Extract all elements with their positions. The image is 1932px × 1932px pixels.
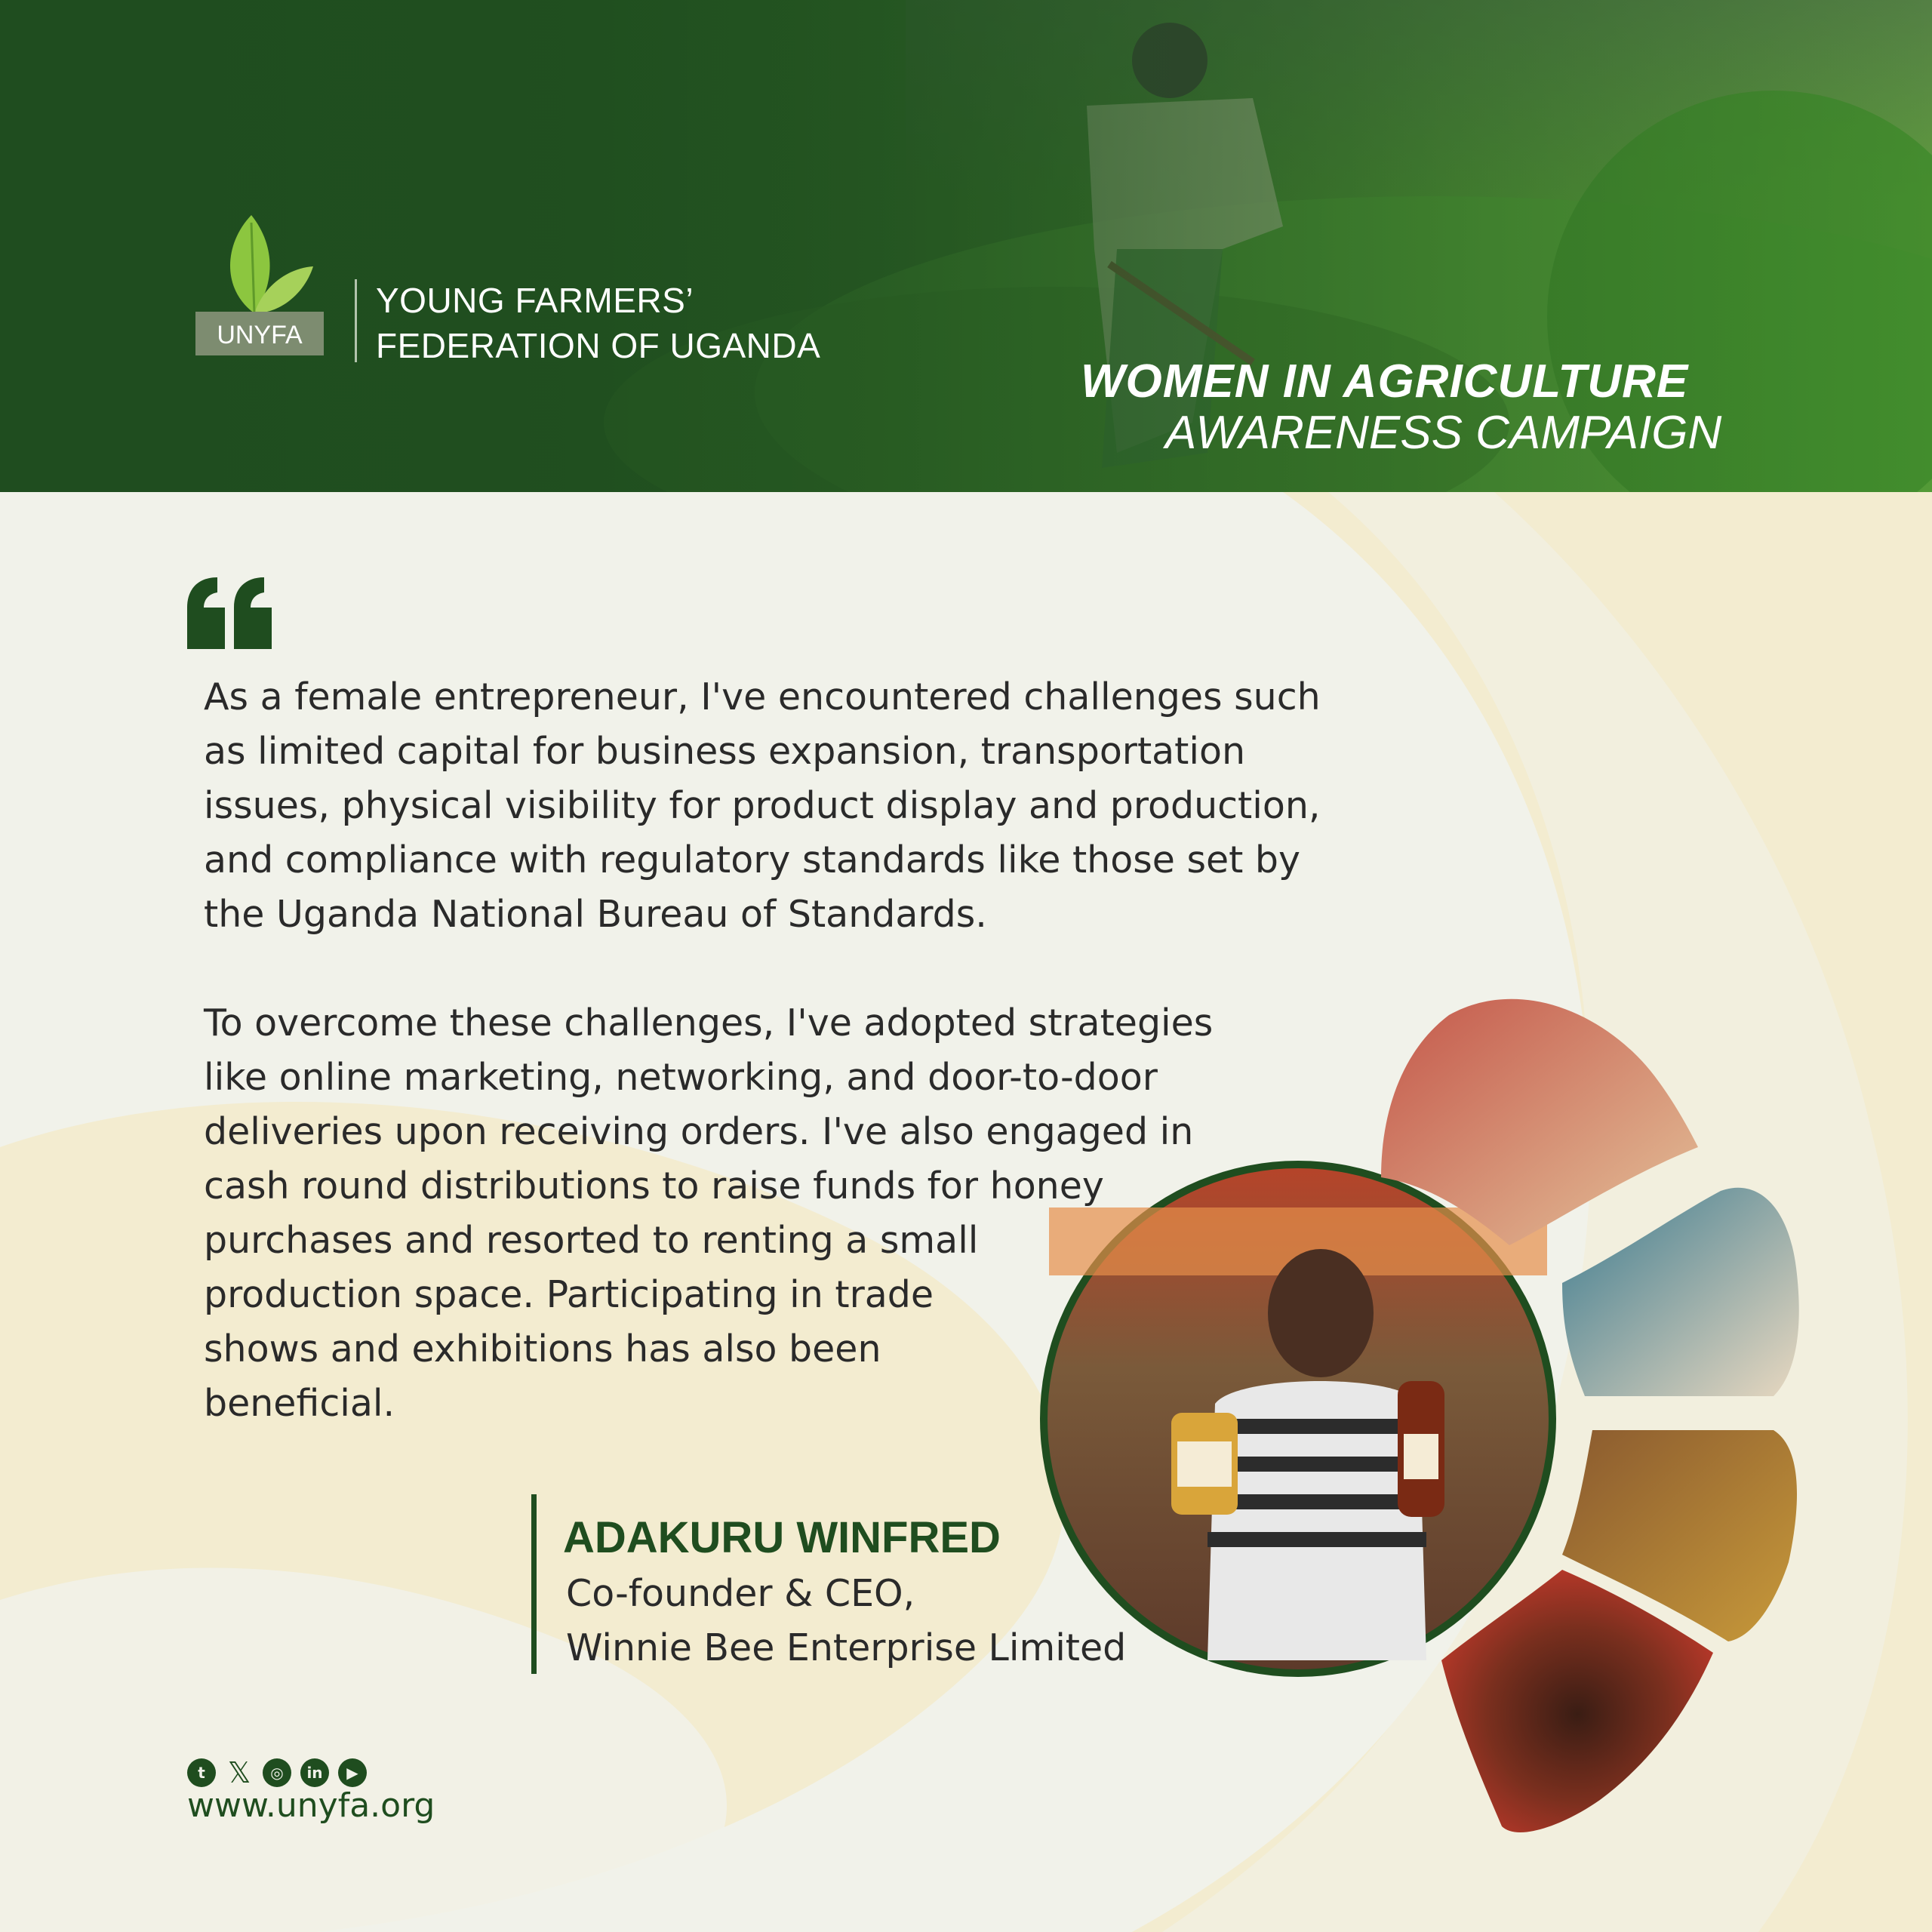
photo-collage <box>1034 996 1811 1841</box>
x-icon[interactable]: 𝕏 <box>227 1756 251 1789</box>
youtube-icon[interactable]: ▶ <box>338 1758 367 1787</box>
author-role: Co-founder & CEO, Winnie Bee Enterprise Limited <box>566 1572 1127 1669</box>
testimonial-quote: As a female entrepreneur, I've encountered challenges such as limited capital for business expansion, transportation issues, physical visibility for product display and production, and compliance with regulatory standards like those set by the Uganda National Bureau of Standards. To overcome these challenges, I've adopted strategies like online marketing, networking, and door-to-door deliveries upon receiving orders. I've also engaged in cash round distributions to raise funds for honey purchases and resorted to renting a small production space. Participating in trade shows and exhibitions has also been beneficial. <box>204 675 1321 1425</box>
svg-text:UNYFA: UNYFA <box>217 321 303 349</box>
website-link[interactable]: www.unyfa.org <box>187 1786 435 1825</box>
header-banner <box>0 0 1932 492</box>
campaign-subtitle: AWARENESS CAMPAIGN <box>1165 407 1722 459</box>
unyfa-logo <box>192 200 328 366</box>
social-links <box>187 1758 367 1787</box>
instagram-icon[interactable]: ◎ <box>263 1758 291 1787</box>
quote-mark-icon <box>187 577 272 649</box>
linkedin-icon[interactable]: in <box>300 1758 329 1787</box>
exhibition-photo-2 <box>1562 1188 1799 1396</box>
organization-name: YOUNG FARMERS’ FEDERATION OF UGANDA <box>376 281 821 365</box>
twitter-icon[interactable]: t <box>187 1758 216 1787</box>
author-divider <box>531 1494 537 1674</box>
logo-divider <box>355 279 357 362</box>
author-name: ADAKURU WINFRED <box>563 1513 1001 1562</box>
main-portrait-photo <box>1040 1161 1556 1677</box>
campaign-title: WOMEN IN AGRICULTURE <box>1081 355 1689 408</box>
